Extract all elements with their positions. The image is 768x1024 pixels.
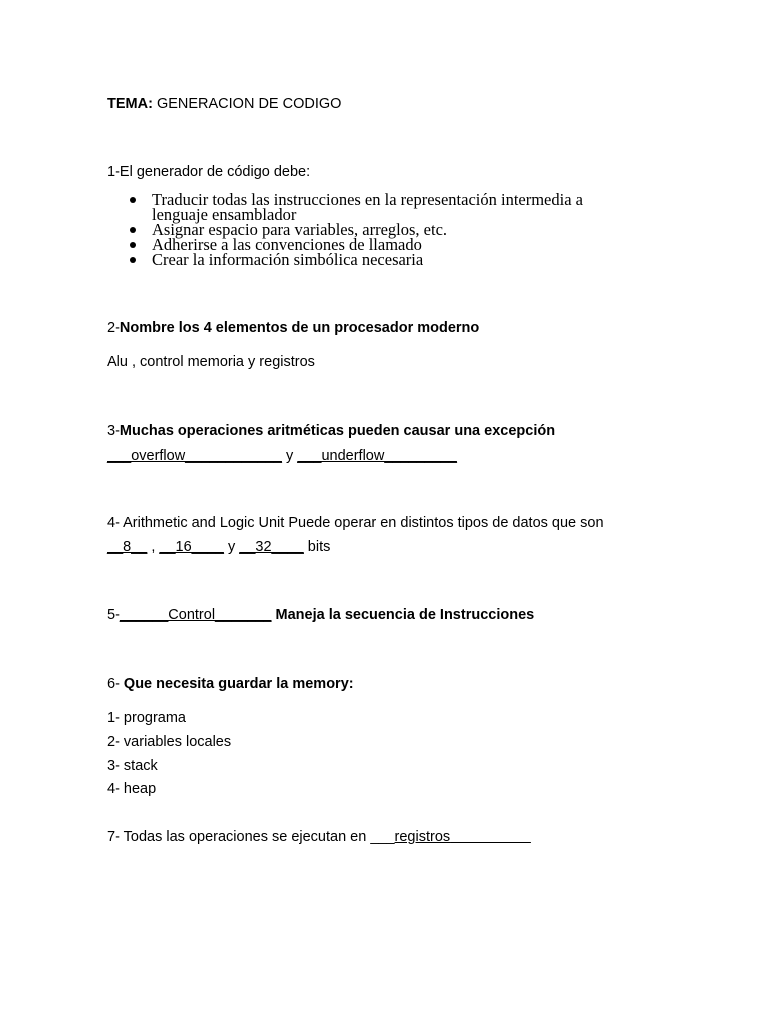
answer-blank: __32____ [239,539,304,555]
question-6-title: 6- Que necesita guardar la memory: [107,676,354,692]
question-2-title: 2-Nombre los 4 elementos de un procesador moderno [107,320,480,336]
bullet-icon [130,242,136,248]
question-4-blanks: __8__ , __16____ y __32____ bits [107,539,331,555]
list-item: Traducir todas las instrucciones en la representación intermedia a lenguaje ensamblador [130,192,632,222]
list-item: Asignar espacio para variables, arreglos, etc. [130,222,632,237]
answer-blank: ___overflow____________ [107,448,282,464]
list-item: 2- variables locales [107,734,232,750]
question-5: 5-______Control_______ Maneja la secuencia de Instrucciones [107,607,535,623]
list-item: 1- programa [107,710,186,726]
bullet-icon [130,257,136,263]
topic-label: TEMA: [107,96,153,112]
question-7: 7- Todas las operaciones se ejecutan en ___registros__________ [107,829,531,845]
list-item: Adherirse a las convenciones de llamado [130,237,632,252]
topic-heading [107,95,341,113]
question-4-title: 4- Arithmetic and Logic Unit Puede operar en distintos tipos de datos que son [107,515,604,531]
question-3-title: 3-Muchas operaciones aritméticas pueden causar una excepción [107,423,556,439]
question-1-title: 1-El generador de código debe: [107,164,311,180]
answer-blank: __16____ [159,539,224,555]
list-item: Crear la información simbólica necesaria [130,252,632,267]
question-3-blanks: ___overflow____________ y ___underflow_________ [107,448,457,464]
topic-value: GENERACION DE CODIGO [152,96,342,112]
list-item: 3- stack [107,758,158,774]
answer-blank: ___underflow_________ [297,448,457,464]
question-1-list [130,192,632,267]
answer-blank: registros [394,829,451,845]
question-2-answer: Alu , control memoria y registros [107,354,315,370]
list-item: 4- heap [107,781,157,797]
bullet-icon [130,227,136,233]
answer-blank: __8__ [107,539,148,555]
answer-blank: ______Control_______ [119,607,272,623]
bullet-icon [130,197,136,203]
